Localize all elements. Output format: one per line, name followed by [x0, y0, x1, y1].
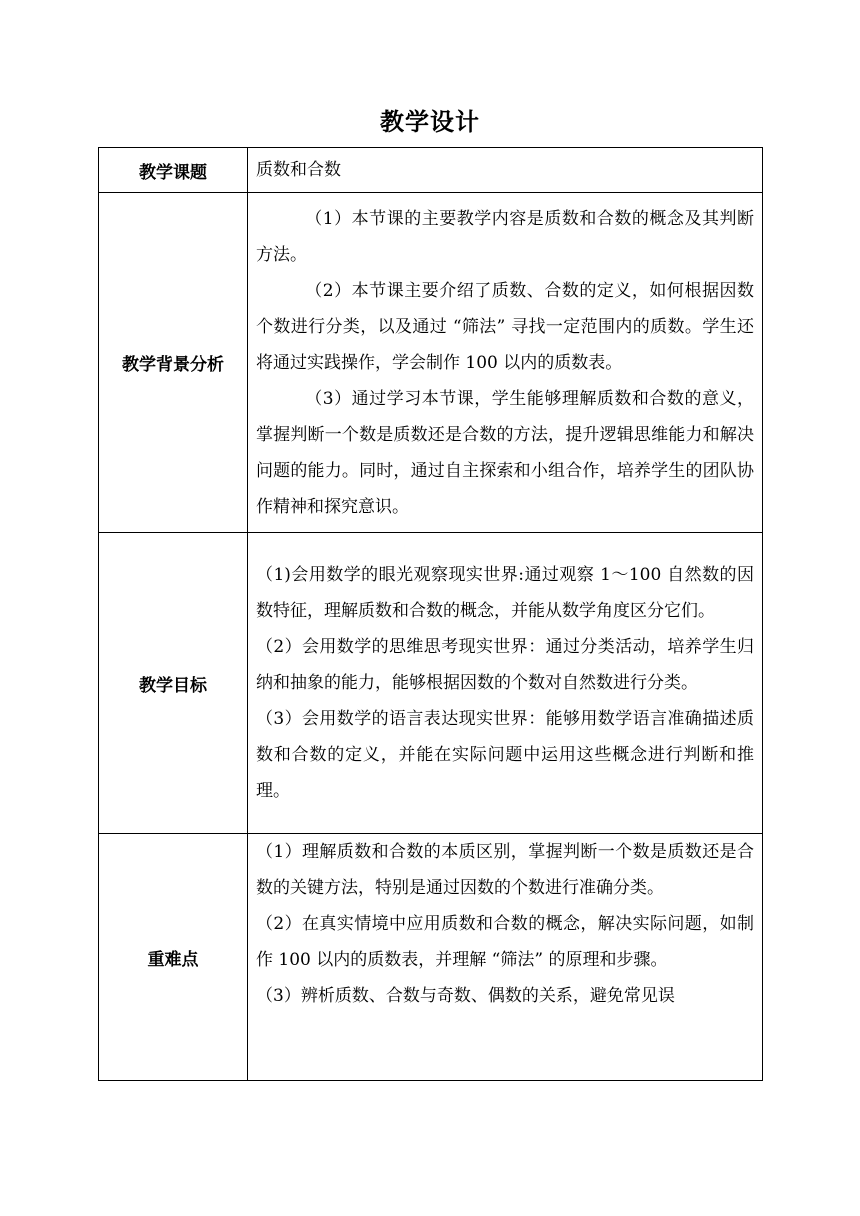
goals-paragraph-2: （2）会用数学的思维思考现实世界：通过分类活动，培养学生归纳和抽象的能力，能够根据因数的个数对自然数进行分类。	[256, 637, 754, 693]
goals-paragraph-3: （3）会用数学的语言表达现实世界：能够用数学语言准确描述质数和合数的定义，并能在实际问题中运用这些概念进行判断和推理。	[256, 709, 754, 801]
row-content-topic	[248, 148, 763, 193]
row-content-key-points	[248, 834, 763, 1081]
table-row-background	[99, 193, 763, 533]
row-label-key-points: 重难点	[99, 834, 248, 1081]
background-paragraph-3: （3）通过学习本节课，学生能够理解质数和合数的意义，掌握判断一个数是质数还是合数的方法，提升逻辑思维能力和解决问题的能力。同时，通过自主探索和小组合作，培养学生的团队协作精神和探究意识。	[256, 388, 754, 517]
table-row-key-points	[99, 834, 763, 1081]
row-label-goals: 教学目标	[99, 533, 248, 834]
row-content-background	[248, 193, 763, 533]
background-paragraph-1: （1）本节课的主要教学内容是质数和合数的概念及其判断方法。	[256, 208, 754, 265]
table-row-topic	[99, 148, 763, 193]
table-row-goals	[99, 533, 763, 834]
key-points-paragraph-1: （1）理解质数和合数的本质区别，掌握判断一个数是质数还是合数的关键方法，特别是通过因数的个数进行准确分类。	[256, 842, 754, 898]
row-label-topic: 教学课题	[99, 148, 248, 193]
key-points-paragraph-2: （2）在真实情境中应用质数和合数的概念，解决实际问题，如制作 100 以内的质数表，并理解 “筛法” 的原理和步骤。	[256, 914, 754, 970]
key-points-paragraph-3: （3）辨析质数、合数与奇数、偶数的关系，避免常见误	[256, 986, 675, 1006]
topic-text: 质数和合数	[256, 160, 341, 180]
row-content-goals	[248, 533, 763, 834]
lesson-design-table	[98, 147, 763, 1081]
goals-paragraph-1: （1)会用数学的眼光观察现实世界:通过观察 1～100 自然数的因数特征，理解质数和合数的概念，并能从数学角度区分它们。	[256, 565, 754, 621]
background-paragraph-2: （2）本节课主要介绍了质数、合数的定义，如何根据因数个数进行分类，以及通过 “筛法” 寻找一定范围内的质数。学生还将通过实践操作，学会制作 100 以内的质数表。	[256, 280, 754, 373]
row-label-background: 教学背景分析	[99, 193, 248, 533]
page-title: 教学设计	[380, 108, 480, 136]
